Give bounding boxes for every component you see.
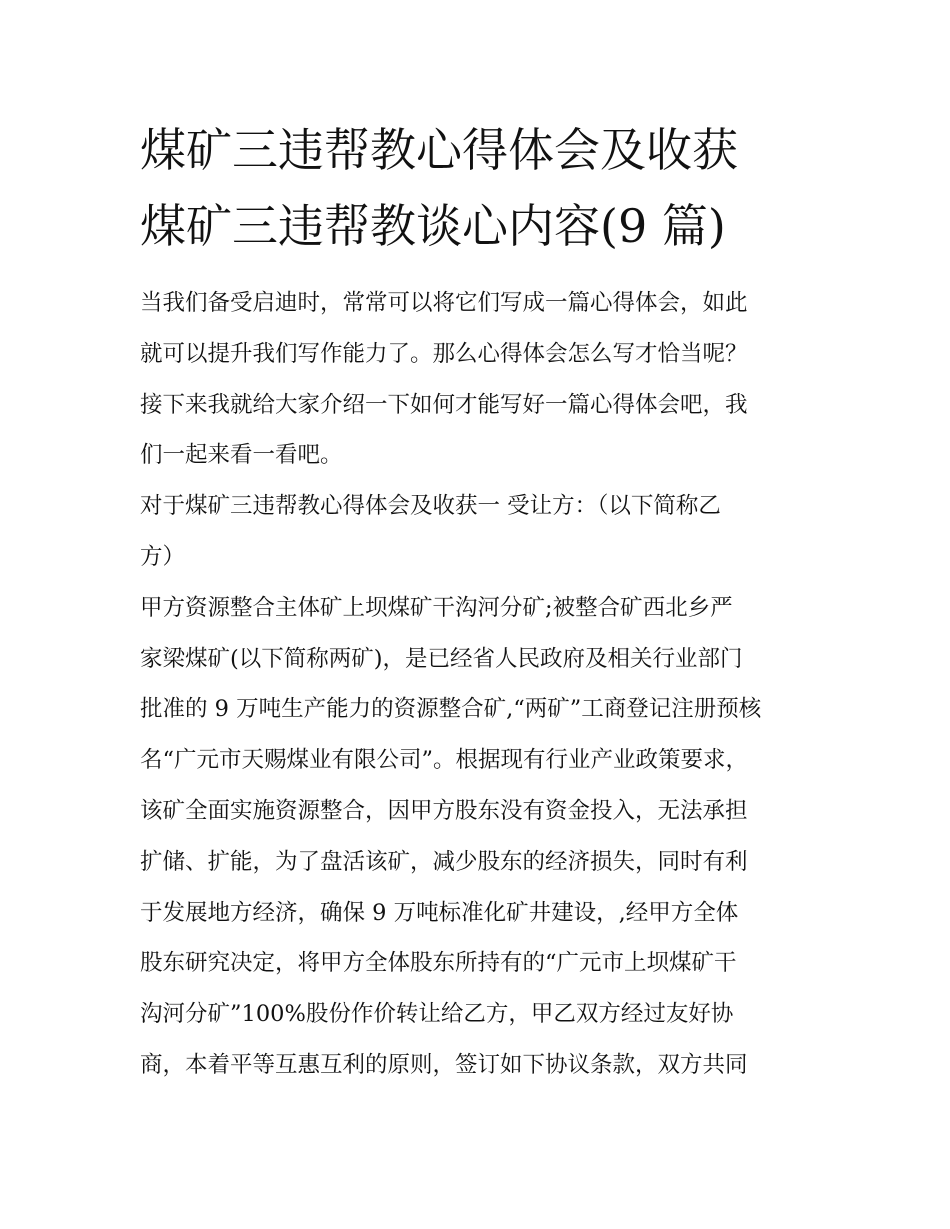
document-title [140, 112, 820, 264]
document-body [140, 278, 820, 1091]
body-line: 批准的 9 万吨生产能力的资源整合矿,“两矿”工商登记注册预核 [140, 696, 762, 723]
title-line-2: 煤矿三违帮教谈心内容(9 篇) [140, 199, 726, 253]
body-line: 扩储、扩能，为了盘活该矿，减少股东的经济损失，同时有利 [140, 848, 748, 875]
body-line: 名“广元市天赐煤业有限公司”。根据现有行业产业政策要求， [140, 747, 749, 774]
title-line-1: 煤矿三违帮教心得体会及收获 [140, 123, 738, 177]
body-line: 当我们备受启迪时，常常可以将它们写成一篇心得体会，如此 [140, 290, 748, 316]
body-line: 接下来我就给大家介绍一下如何才能写好一篇心得体会吧，我 [140, 391, 748, 418]
body-line: 沟河分矿”100%股份作价转让给乙方，甲乙双方经过友好协 [140, 1001, 734, 1028]
body-line: 甲方资源整合主体矿上坝煤矿干沟河分矿;被整合矿西北乡严 [140, 594, 733, 621]
body-line: 就可以提升我们写作能力了。那么心得体会怎么写才恰当呢？ [140, 340, 748, 367]
body-line: 方） [140, 543, 186, 570]
body-line: 该矿全面实施资源整合，因甲方股东没有资金投入，无法承担 [140, 797, 748, 824]
body-line: 家梁煤矿(以下简称两矿)，是已经省人民政府及相关行业部门 [140, 645, 743, 672]
body-line: 股东研究决定，将甲方全体股东所持有的“广元市上坝煤矿干 [140, 950, 737, 977]
body-line: 们一起来看一看吧。 [140, 442, 343, 469]
body-line: 对于煤矿三违帮教心得体会及收获一 受让方：（以下简称乙 [140, 493, 721, 520]
body-line: 于发展地方经济，确保 9 万吨标准化矿井建设，,经甲方全体 [140, 899, 739, 926]
body-line: 商，本着平等互惠互利的原则，签订如下协议条款，双方共同 [140, 1051, 748, 1078]
